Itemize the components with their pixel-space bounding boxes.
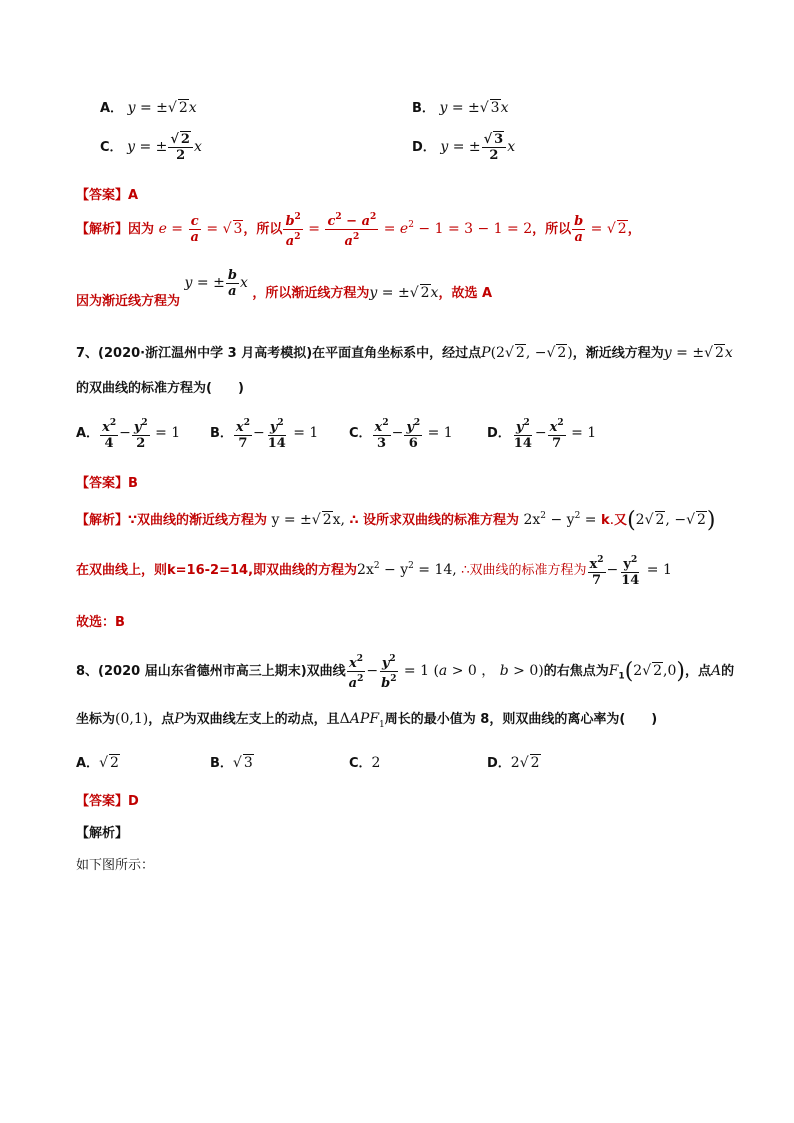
math-formula: y — [127, 100, 136, 116]
analysis-line-2: 因为渐近线方程为 y = ± $\frac{b}{a}$ x ，所以渐近线方程为y = ±√ 2x，故选 A — [76, 268, 493, 309]
q7-conclusion: 故选：B — [76, 615, 125, 630]
option-b: B． y = ±√ 3x — [412, 100, 509, 116]
q8-answer: 【答案】D — [76, 794, 139, 809]
answer-line: 【答案】A — [76, 188, 139, 203]
q7-option-c: C． $\frac{x^2}{3}$ − $\frac{y^2}{6}$ = 1 — [349, 418, 453, 451]
q7-answer: 【答案】B — [76, 476, 138, 491]
q7-analysis: 【解析】∵双曲线的渐近线方程为 y = ±√ 2x, ∴ 设所求双曲线的标准方程为 $2x^2 - y^2 = k$.又(2√ 2, −√ 2) — [76, 508, 716, 533]
q7-stem: 7、(2020·浙江温州中学 3 月高考模拟)在平面直角坐标系中，经过点P(2√ 2, −√ 2)，渐近线方程为y = ±√ 2x — [76, 345, 733, 361]
q8-stem-line2: 坐标为(0,1)，点P为双曲线左支上的动点，且$\Delta APF_1$周长的最小值为 8，则双曲线的离心率为( ) — [76, 711, 658, 730]
option-c: C． y = ± $\frac{√ 2}{2}$ x — [100, 132, 202, 163]
q8-option-d: D．2√ 2 — [487, 755, 540, 771]
analysis-line: 【解析】因为 e = $\frac{c}{a}$ = √ 3，所以 $\frac{b^2}{a^2}$ = $\frac{c^2 - a^2}{a^2}$ = $e^2 - 1 = 3 - 1 = 2$，所以 $\frac{b}{a}$ = √ 2， — [76, 212, 641, 249]
q8-option-c: C．2 — [349, 755, 381, 771]
q8-option-a: A．√ 2 — [76, 755, 119, 771]
q8-figure-intro: 如下图所示： — [76, 858, 155, 873]
option-a: A． y = ±√ 2x — [100, 100, 197, 116]
q7-option-a: A． $\frac{x^2}{4}$ − $\frac{y^2}{2}$ = 1 — [76, 418, 181, 451]
q8-analysis-label: 【解析】 — [76, 826, 129, 841]
q7-stem-line2: 的双曲线的标准方程为( ) — [76, 381, 244, 396]
q7-option-d: D． $\frac{y^2}{14}$ − $\frac{x^2}{7}$ = 1 — [487, 418, 597, 451]
q7-option-b: B． $\frac{x^2}{7}$ − $\frac{y^2}{14}$ = 1 — [210, 418, 319, 451]
option-d: D． y = ± $\frac{√ 3}{2}$ x — [412, 132, 516, 163]
q8-stem: 8、(2020 届山东省德州市高三上期末)双曲线 $\frac{x^2}{a^2}$ − $\frac{y^2}{b^2}$ = 1 (a > 0 ， b > 0)的右焦点为$F_1(2√$ 2,0)，点A的 — [76, 654, 735, 691]
q7-analysis-line2: 在双曲线上，则k=16-2=14,即双曲线的方程为$2x^2 - y^2 = 14$, ∴双曲线的标准方程为 $\frac{x^2}{7}$ − $\frac{y^2}{14}$ = 1 — [76, 555, 672, 588]
q8-option-b: B．√ 3 — [210, 755, 253, 771]
